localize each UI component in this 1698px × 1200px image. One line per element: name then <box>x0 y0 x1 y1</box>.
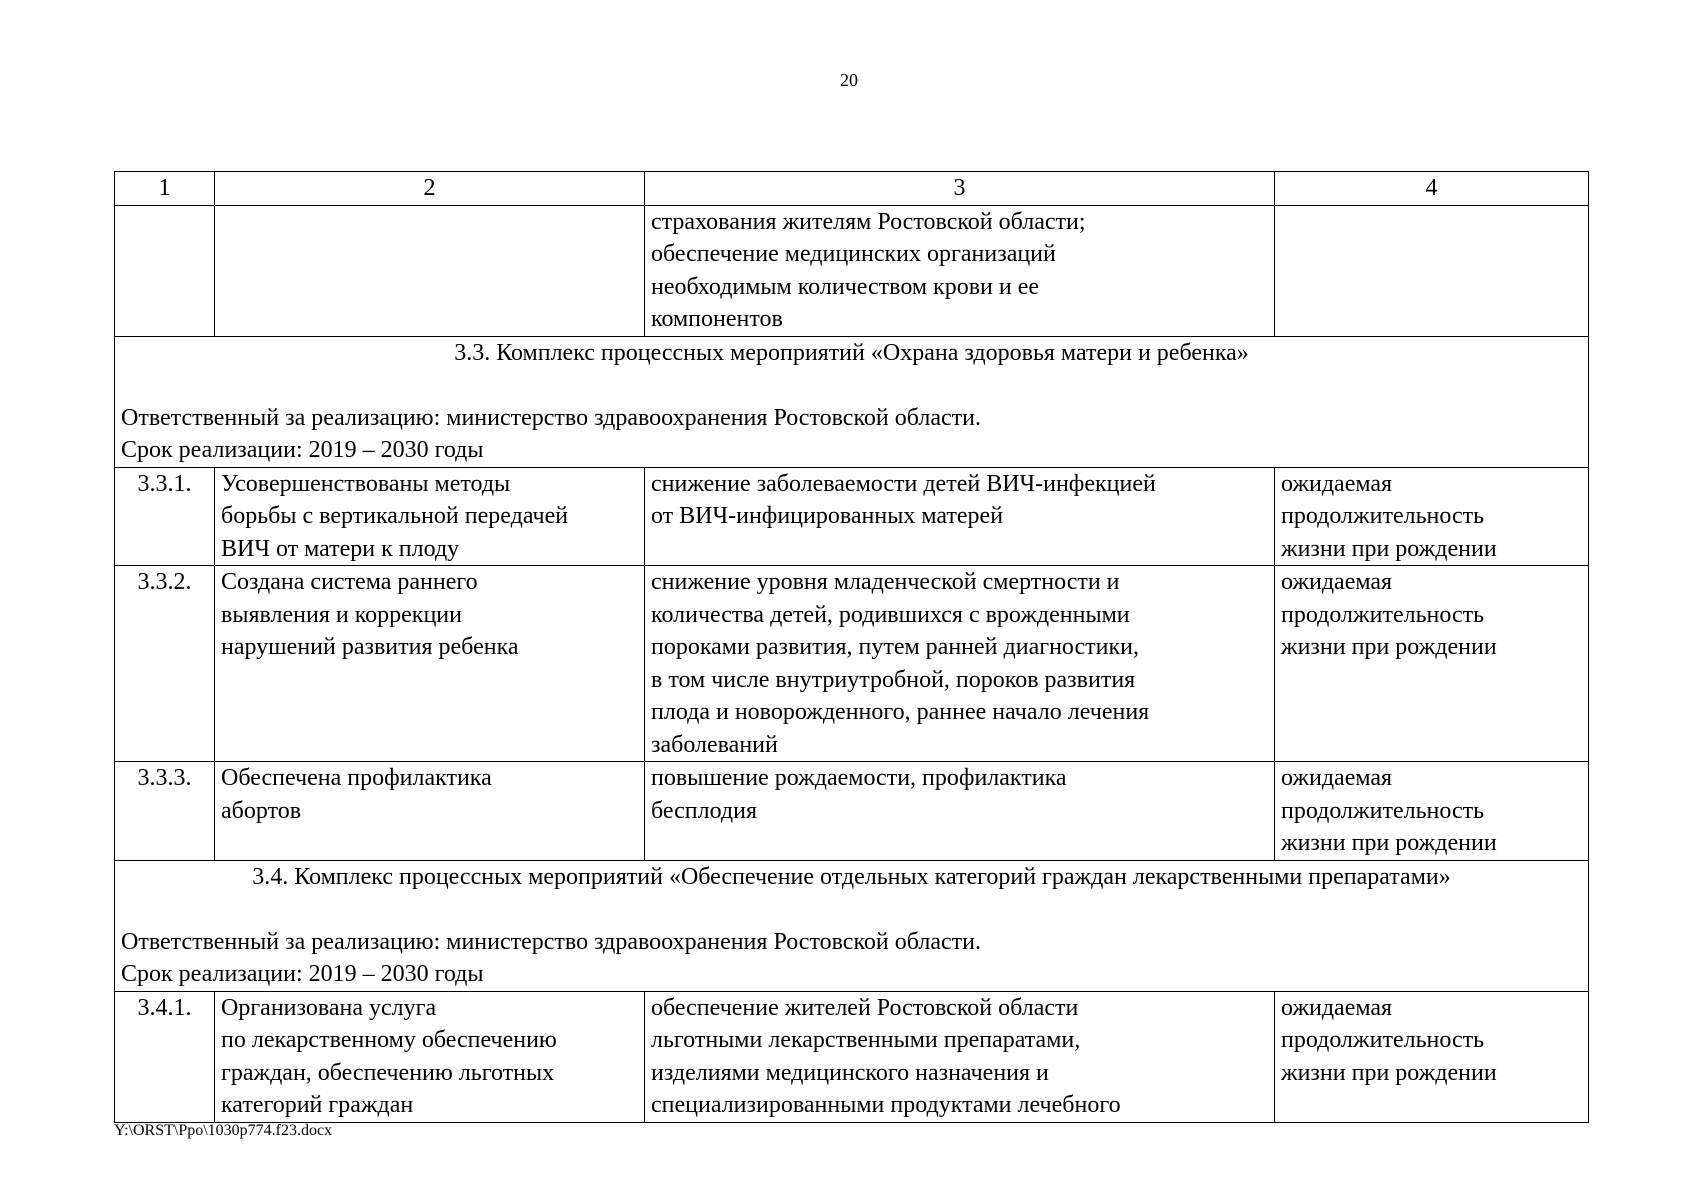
column-number-3: 3 <box>645 172 1275 206</box>
result-cell-line: выявления и коррекции <box>221 601 462 628</box>
description-cell-line: обеспечение жителей Ростовской области <box>651 994 1079 1021</box>
indicator-cell-line: жизни при рождении <box>1281 1059 1497 1086</box>
result-cell-line: Организована услуга <box>221 994 437 1021</box>
page-number: 20 <box>840 70 858 90</box>
indicator-cell <box>1275 566 1589 762</box>
description-cell-line: страхования жителям Ростовской области; <box>651 208 1086 235</box>
result-cell <box>215 991 645 1122</box>
table-row <box>115 991 1589 1122</box>
indicator-cell-line: жизни при рождении <box>1281 535 1497 562</box>
result-cell-line: нарушений развития ребенка <box>221 634 519 660</box>
section-header-cell <box>115 860 1589 991</box>
description-cell-line: в том числе внутриутробной, пороков развития <box>651 666 1136 693</box>
result-cell-line: граждан, обеспечению льготных <box>221 1059 555 1086</box>
section-title: 3.4. Комплекс процессных мероприятий «Обеспечение отдельных категорий граждан лекарственными препаратами» <box>252 863 1451 890</box>
row-number: 3.4.1. <box>115 991 215 1122</box>
result-cell-line: по лекарственному обеспечению <box>221 1027 557 1053</box>
result-cell <box>215 566 645 762</box>
section-term: Срок реализации: 2019 – 2030 годы <box>121 437 484 463</box>
description-cell-line: бесплодия <box>651 797 758 824</box>
indicator-cell-line: жизни при рождении <box>1281 634 1497 660</box>
description-cell-line: снижение уровня младенческой смертности и <box>651 569 1120 595</box>
indicator-cell <box>1275 991 1589 1122</box>
section-spacer <box>121 369 1582 402</box>
indicator-cell-line: продолжительность <box>1281 1027 1485 1053</box>
indicator-cell-line: продолжительность <box>1281 601 1485 628</box>
indicator-cell-line: продолжительность <box>1281 503 1485 529</box>
section-header-row <box>115 336 1589 467</box>
description-cell-line: необходимым количеством крови и ее <box>651 273 1040 300</box>
section-header-cell <box>115 336 1589 467</box>
table-header-row <box>115 172 1589 206</box>
indicator-cell-line: ожидаемая <box>1281 470 1393 497</box>
indicator-cell-line: ожидаемая <box>1281 765 1393 791</box>
description-cell-line: количества детей, родившихся с врожденными <box>651 601 1130 628</box>
description-cell <box>645 566 1275 762</box>
description-cell-line: снижение заболеваемости детей ВИЧ-инфекцией <box>651 470 1156 497</box>
section-responsible: Ответственный за реализацию: министерство здравоохранения Ростовской области. <box>121 928 981 955</box>
result-cell <box>215 205 645 336</box>
description-cell <box>645 991 1275 1122</box>
description-cell-line: изделиями медицинского назначения и <box>651 1059 1049 1086</box>
result-cell <box>215 467 645 566</box>
column-number-1: 1 <box>115 172 215 206</box>
description-cell-line: компонентов <box>651 306 783 332</box>
indicator-cell <box>1275 205 1589 336</box>
row-number: 3.3.3. <box>115 762 215 861</box>
result-cell-line: абортов <box>221 797 302 824</box>
table-row <box>115 205 1589 336</box>
indicator-cell <box>1275 762 1589 861</box>
result-cell-line: категорий граждан <box>221 1092 414 1118</box>
table-row <box>115 467 1589 566</box>
section-term: Срок реализации: 2019 – 2030 годы <box>121 961 484 987</box>
description-cell-line: от ВИЧ-инфицированных матерей <box>651 503 1004 529</box>
section-title: 3.3. Комплекс процессных мероприятий «Охрана здоровья матери и ребенка» <box>454 339 1249 366</box>
table-row <box>115 762 1589 861</box>
result-cell <box>215 762 645 861</box>
section-header-row <box>115 860 1589 991</box>
description-cell-line: обеспечение медицинских организаций <box>651 241 1056 267</box>
description-cell <box>645 467 1275 566</box>
row-number: 3.3.1. <box>115 467 215 566</box>
description-cell-line: льготными лекарственными препаратами, <box>651 1027 1081 1053</box>
result-cell-line: борьбы с вертикальной передачей <box>221 503 569 529</box>
row-number <box>115 205 215 336</box>
description-cell-line: повышение рождаемости, профилактика <box>651 765 1067 791</box>
indicator-cell-line: продолжительность <box>1281 797 1485 824</box>
column-number-4: 4 <box>1275 172 1589 206</box>
description-cell-line: специализированными продуктами лечебного <box>651 1092 1121 1118</box>
indicator-cell <box>1275 467 1589 566</box>
result-cell-line: Обеспечена профилактика <box>221 765 492 791</box>
description-cell <box>645 762 1275 861</box>
description-cell-line: плода и новорожденного, раннее начало лечения <box>651 699 1150 725</box>
section-responsible: Ответственный за реализацию: министерство здравоохранения Ростовской области. <box>121 404 981 431</box>
description-cell-line: заболеваний <box>651 731 778 758</box>
indicator-cell-line: ожидаемая <box>1281 569 1393 595</box>
result-cell-line: ВИЧ от матери к плоду <box>221 535 460 562</box>
result-cell-line: Усовершенствованы методы <box>221 470 511 497</box>
section-spacer <box>121 893 1582 926</box>
description-cell <box>645 205 1275 336</box>
indicator-cell-line: жизни при рождении <box>1281 830 1497 856</box>
measures-table <box>114 171 1589 1123</box>
description-cell-line: пороками развития, путем ранней диагностики, <box>651 634 1139 660</box>
table-row <box>115 566 1589 762</box>
row-number: 3.3.2. <box>115 566 215 762</box>
file-path-footer: Y:\ORST\Ppo\1030p774.f23.docx <box>114 1122 333 1139</box>
column-number-2: 2 <box>215 172 645 206</box>
indicator-cell-line: ожидаемая <box>1281 994 1393 1021</box>
result-cell-line: Создана система раннего <box>221 569 478 595</box>
